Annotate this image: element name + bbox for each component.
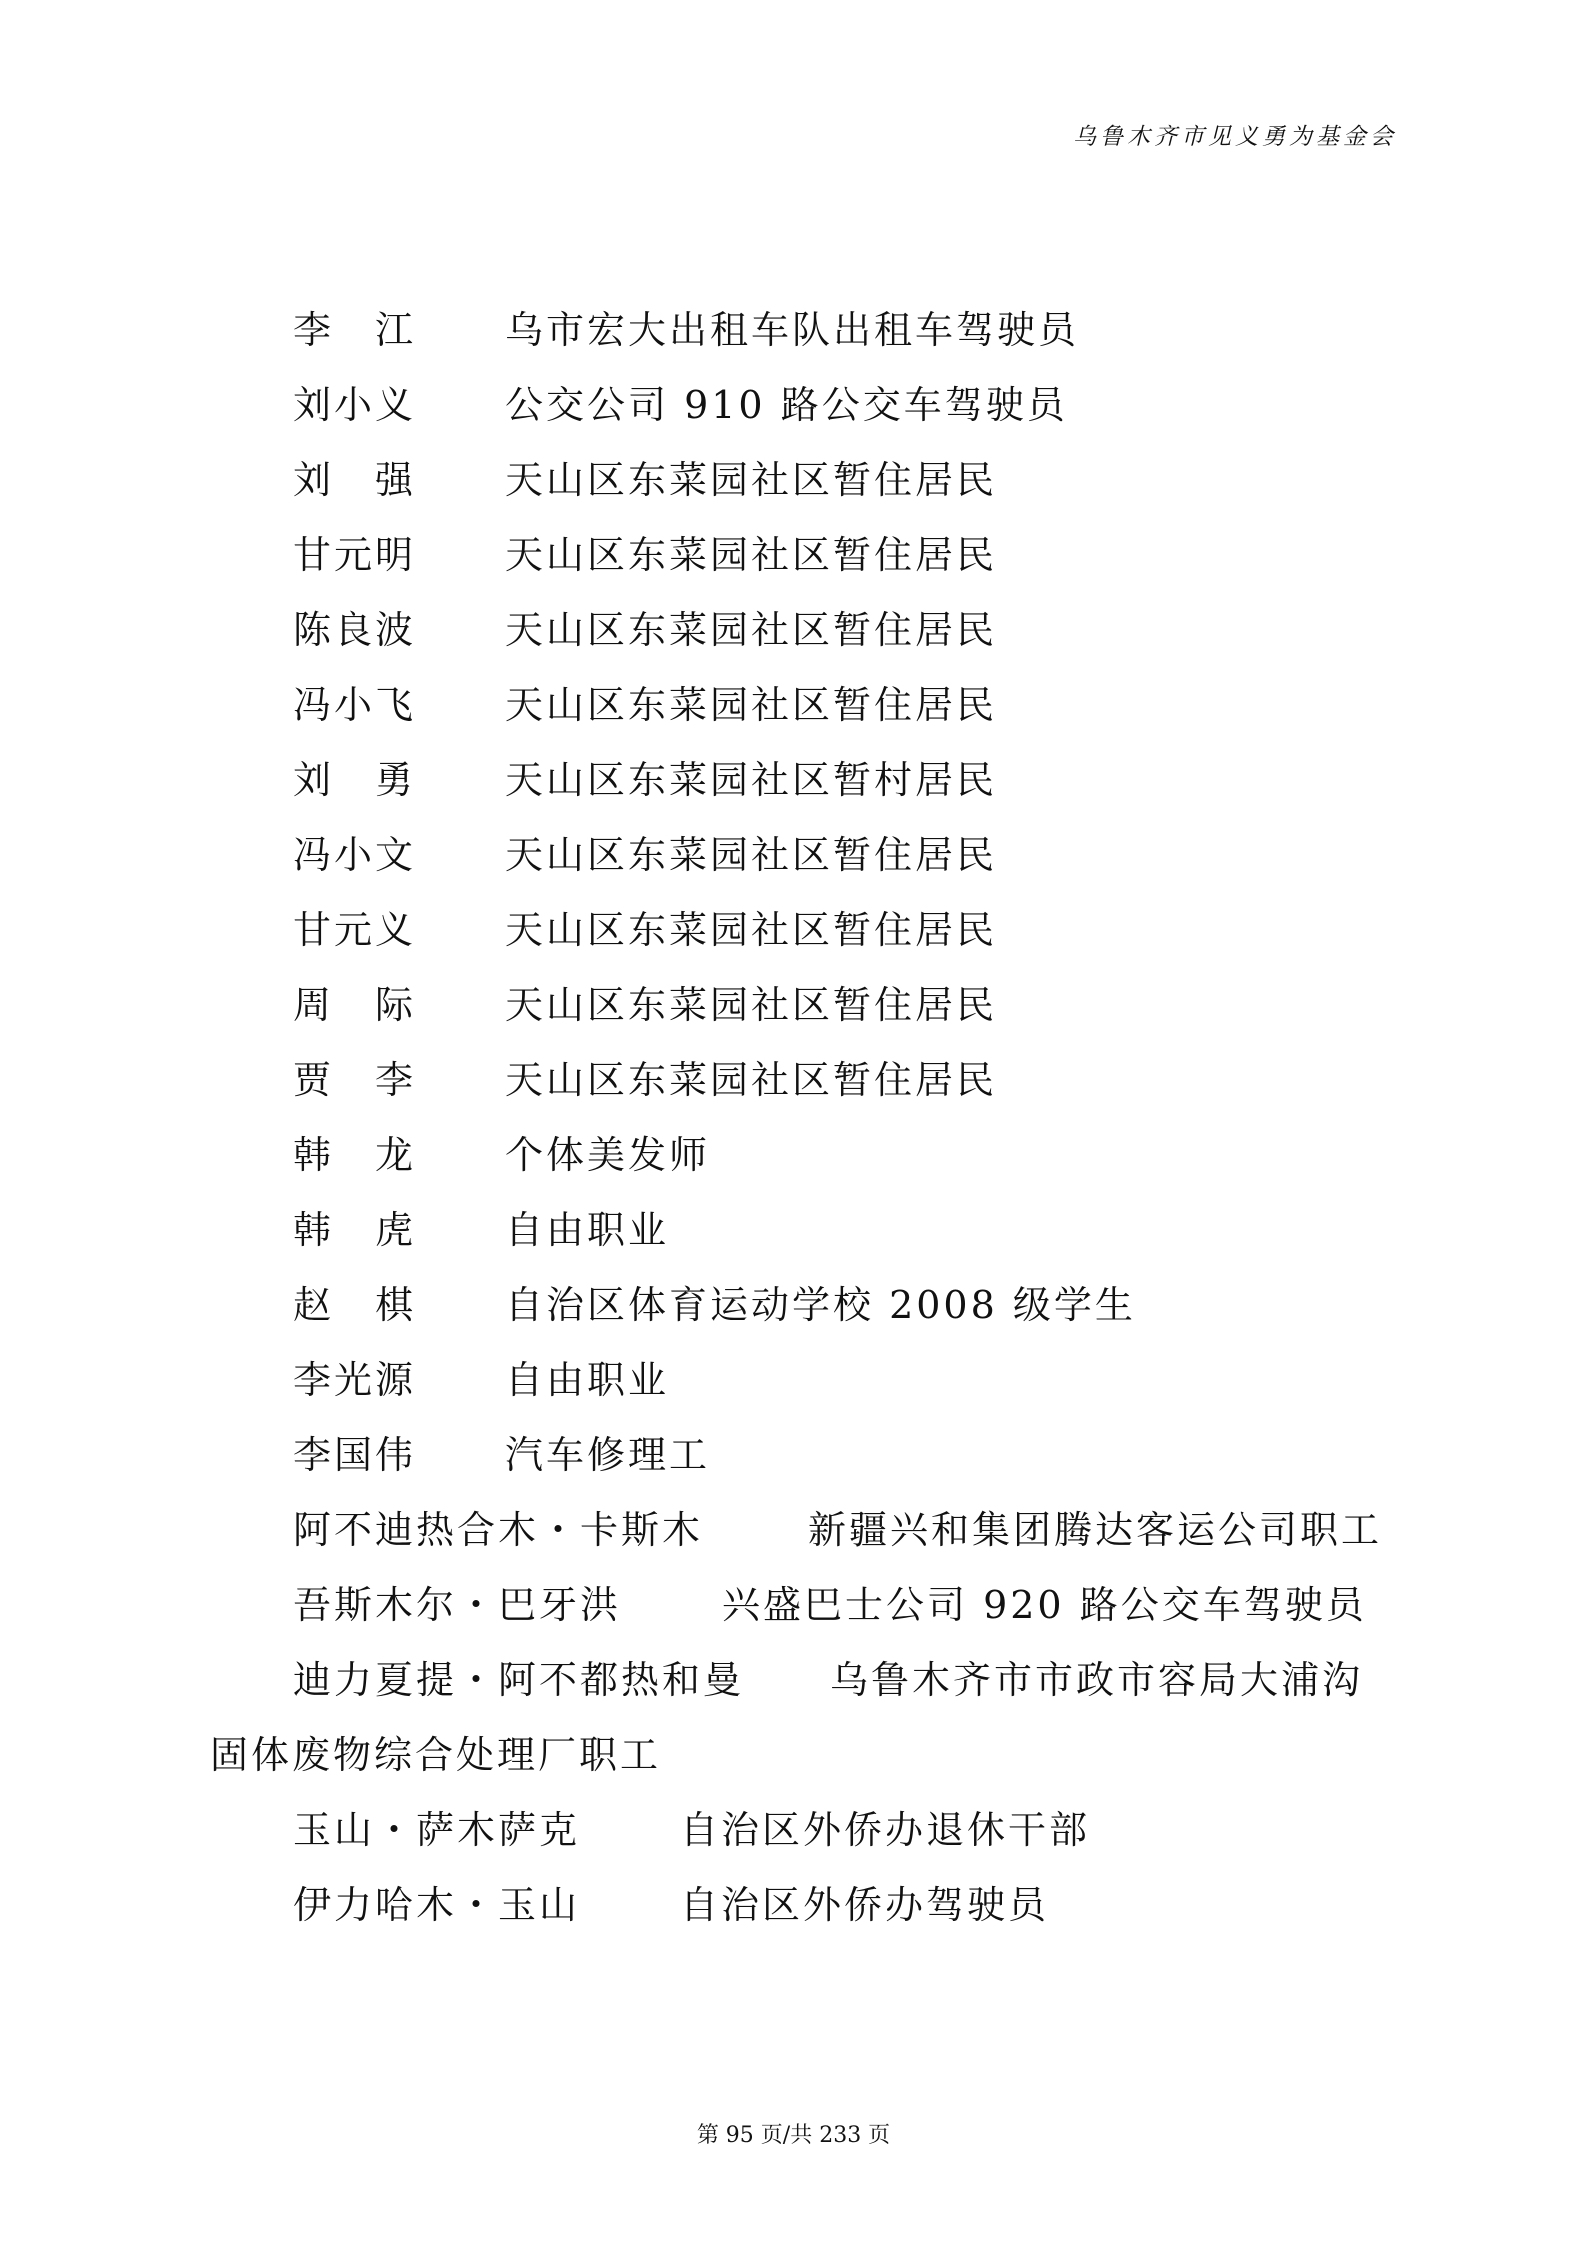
entry-desc: 公交公司 910 路公交车驾驶员: [505, 383, 1068, 427]
entry-desc: 自由职业: [505, 1208, 670, 1252]
header-title: 乌鲁木齐市见义勇为基金会: [1073, 124, 1397, 150]
list-item: [0, 743, 1587, 818]
list-item: [0, 1043, 1587, 1118]
list-item: [0, 443, 1587, 518]
entry-desc: 新疆兴和集团腾达客运公司职工: [808, 1508, 1383, 1552]
entry-name: 周 际: [293, 983, 417, 1027]
page-number: 第 95 页/共 233 页: [696, 2123, 891, 2148]
list-item: [0, 968, 1587, 1043]
entry-name: 贾 李: [293, 1058, 417, 1102]
entry-desc: 乌市宏大出租车队出租车驾驶员: [505, 308, 1080, 352]
entry-name: 冯小文: [293, 833, 417, 877]
list-item: [0, 1268, 1587, 1343]
list-item: [0, 1418, 1587, 1493]
entry-name: 玉山・萨木萨克: [293, 1808, 581, 1852]
entry-name: 迪力夏提・阿不都热和曼: [293, 1658, 745, 1702]
entry-name: 阿不迪热合木・卡斯木: [293, 1508, 704, 1552]
entry-desc: 天山区东菜园社区暂住居民: [505, 683, 998, 727]
entry-desc: 自治区外侨办退休干部: [680, 1808, 1091, 1852]
list-item: [0, 1643, 1587, 1718]
entry-name: 冯小飞: [293, 683, 417, 727]
entry-name: 吾斯木尔・巴牙洪: [293, 1583, 622, 1627]
list-item: [0, 1793, 1587, 1868]
entry-desc: 天山区东菜园社区暂住居民: [505, 833, 998, 877]
list-item: [0, 1343, 1587, 1418]
entry-name: 刘 勇: [293, 758, 417, 802]
entry-name: 刘小义: [293, 383, 417, 427]
entry-name: 陈良波: [293, 608, 417, 652]
list-item: [0, 518, 1587, 593]
list-item: [0, 1493, 1587, 1568]
entry-name: 韩 龙: [293, 1133, 417, 1177]
entry-desc: 天山区东菜园社区暂住居民: [505, 1058, 998, 1102]
entry-desc: 天山区东菜园社区暂住居民: [505, 608, 998, 652]
list-item: [0, 668, 1587, 743]
entry-desc: 自由职业: [505, 1358, 670, 1402]
entry-name: 伊力哈木・玉山: [293, 1883, 581, 1927]
entry-desc: 天山区东菜园社区暂住居民: [505, 533, 998, 577]
entry-desc: 兴盛巴士公司 920 路公交车驾驶员: [722, 1583, 1367, 1627]
entry-name: 韩 虎: [293, 1208, 417, 1252]
list-item: [0, 1568, 1587, 1643]
entry-name: 李光源: [293, 1358, 417, 1402]
list-item: [0, 1193, 1587, 1268]
entry-name: 刘 强: [293, 458, 417, 502]
entry-name: 赵 棋: [293, 1283, 417, 1327]
entry-desc: 个体美发师: [505, 1133, 711, 1177]
entry-name: 李国伟: [293, 1433, 417, 1477]
entry-desc: 天山区东菜园社区暂住居民: [505, 458, 998, 502]
entry-desc-continuation: 固体废物综合处理厂职工: [210, 1733, 662, 1777]
entry-name: 李 江: [293, 308, 417, 352]
entry-desc: 乌鲁木齐市市政市容局大浦沟: [830, 1658, 1364, 1702]
entry-desc: 天山区东菜园社区暂住居民: [505, 983, 998, 1027]
entry-desc: 自治区外侨办驾驶员: [680, 1883, 1050, 1927]
entry-desc: 自治区体育运动学校 2008 级学生: [505, 1283, 1136, 1327]
entry-continuation: [0, 1718, 1587, 1793]
entry-name: 甘元明: [293, 533, 417, 577]
list-item: [0, 593, 1587, 668]
list-item: [0, 293, 1587, 368]
list-item: [0, 893, 1587, 968]
list-item: [0, 1868, 1587, 1943]
list-item: [0, 1118, 1587, 1193]
entry-desc: 天山区东菜园社区暂住居民: [505, 908, 998, 952]
entry-list: [0, 293, 1587, 1943]
entry-desc: 天山区东菜园社区暂村居民: [505, 758, 998, 802]
list-item: [0, 818, 1587, 893]
entry-name: 甘元义: [293, 908, 417, 952]
list-item: [0, 368, 1587, 443]
entry-desc: 汽车修理工: [505, 1433, 711, 1477]
